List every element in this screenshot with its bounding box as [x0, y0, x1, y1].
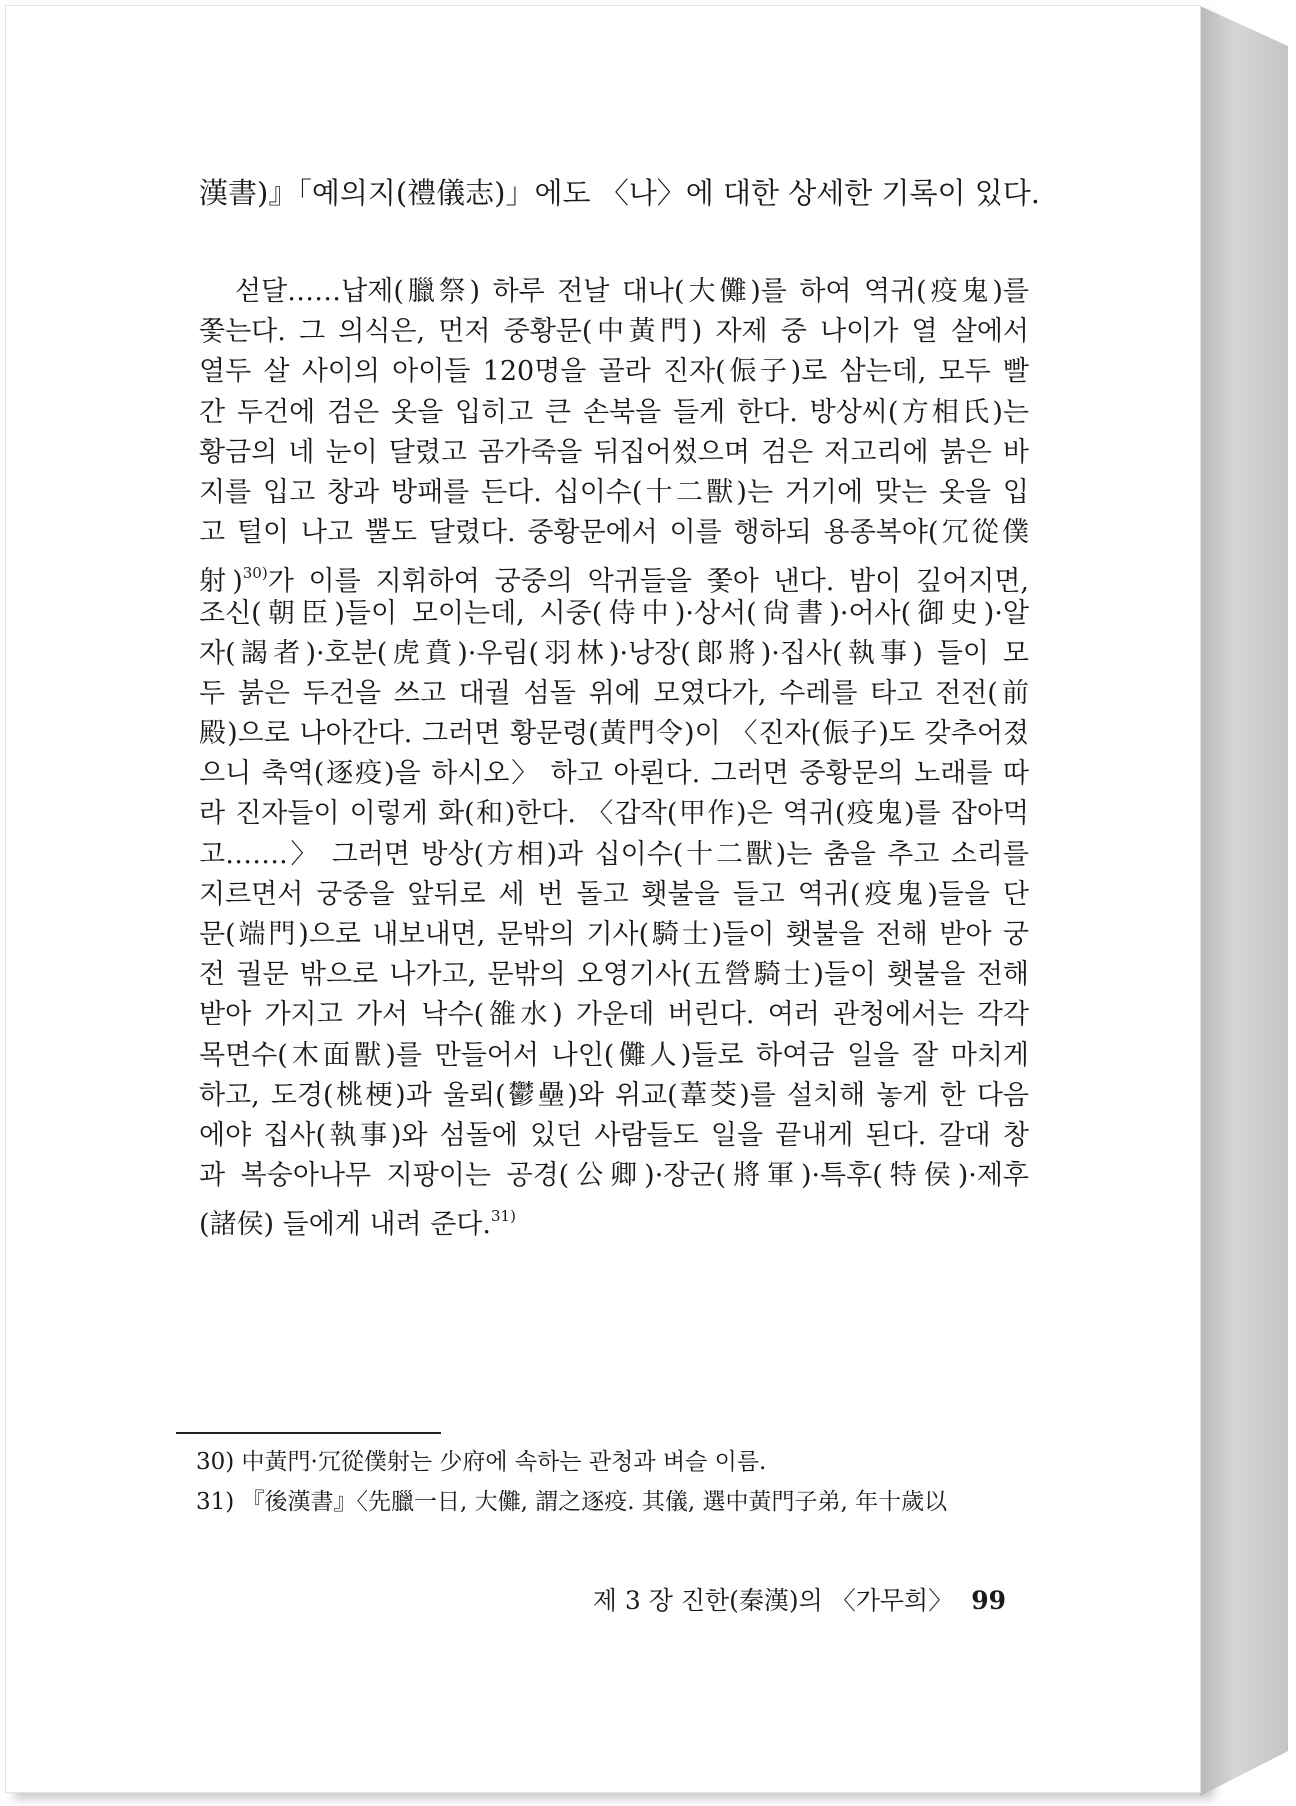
footnote-30: 30) 中黃門·冗從僕射는 少府에 속하는 관청과 벼슬 이름.	[196, 1449, 767, 1475]
footnote-ref-30[interactable]: 30)	[242, 564, 268, 583]
footnote-ref-31[interactable]: 31)	[490, 1207, 516, 1226]
passage-line: 殿)으로 나아간다. 그러면 황문령(黃門令)이 〈진자(侲子)도 갖추어졌	[199, 718, 1029, 750]
footnotes	[196, 1442, 1016, 1522]
passage-line: 고…….〉 그러면 방상(方相)과 십이수(十二獸)는 춤을 추고 소리를	[199, 838, 1029, 870]
passage-line: 조신(朝臣)들이 모이는데, 시중(侍中)·상서(尙書)·어사(御史)·알	[199, 597, 1029, 629]
passage-line: 황금의 네 눈이 달렸고 곰가죽을 뒤집어썼으며 검은 저고리에 붉은 바	[199, 436, 1029, 468]
passage-line	[199, 1196, 1029, 1241]
passage-line: 라 진자들이 이렇게 화(和)한다. 〈갑작(甲作)은 역귀(疫鬼)를 잡아먹	[199, 798, 1029, 830]
passage-line: 간 두건에 검은 옷을 입히고 큰 손북을 들게 한다. 방상씨(方相氏)는	[199, 396, 1029, 428]
passage-line: 고 털이 나고 뿔도 달렸다. 중황문에서 이를 행하되 용종복야(冗從僕	[199, 517, 1029, 549]
passage-line: 받아 가지고 가서 낙수(雒水) 가운데 버린다. 여러 관청에서는 각각	[199, 999, 1029, 1031]
passage-line-part: (諸侯) 들에게 내려 준다.	[199, 1209, 491, 1241]
passage-line	[199, 553, 1029, 598]
passage-line: 자(謁者)·호분(虎賁)·우림(羽林)·낭장(郞將)·집사(執事) 들이 모	[199, 637, 1029, 669]
passage-line: 에야 집사(執事)와 섬돌에 있던 사람들도 일을 끝내게 된다. 갈대 창	[199, 1119, 1029, 1151]
passage-line: 섣달……납제(臘祭) 하루 전날 대나(大儺)를 하여 역귀(疫鬼)를	[235, 276, 1029, 307]
passage-line: 목면수(木面獸)를 만들어서 나인(儺人)들로 하여금 일을 잘 마치게	[199, 1039, 1029, 1071]
passage-line: 지를 입고 창과 방패를 든다. 십이수(十二獸)는 거기에 맞는 옷을 입	[199, 476, 1029, 508]
passage-line: 으니 축역(逐疫)을 하시오〉 하고 아뢴다. 그러면 중황문의 노래를 따	[199, 758, 1029, 790]
continued-paragraph: 漢書)』「예의지(禮儀志)」에도 〈나〉에 대한 상세한 기록이 있다.	[199, 176, 1040, 210]
page-number: 99	[971, 1586, 1006, 1615]
passage-line-part: 가 이를 지휘하여 궁중의 악귀들을 쫓아 낸다. 밤이 깊어지면,	[267, 566, 1029, 598]
passage-line: 지르면서 궁중을 앞뒤로 세 번 돌고 횃불을 들고 역귀(疫鬼)들을 단	[199, 878, 1029, 910]
book-page-edge	[1200, 6, 1288, 1796]
passage-line: 문(端門)으로 내보내면, 문밖의 기사(騎士)들이 횃불을 전해 받아 궁	[199, 919, 1029, 950]
passage-line: 열두 살 사이의 아이들 120명을 골라 진자(侲子)로 삼는데, 모두 빨	[199, 356, 1029, 388]
passage-line-part: 射)	[199, 566, 243, 598]
passage-line: 전 궐문 밖으로 나가고, 문밖의 오영기사(五營騎士)들이 횃불을 전해	[199, 959, 1029, 991]
footnote-31: 31) 『後漢書』〈先臘一日, 大儺, 謂之逐疫. 其儀, 選中黃門子弟, 年十歲以	[196, 1489, 948, 1515]
footnote-divider	[176, 1432, 441, 1434]
running-footer	[593, 1584, 1006, 1618]
passage-line: 과 복숭아나무 지팡이는 공경(公卿)·장군(將軍)·특후(特侯)·제후	[199, 1160, 1029, 1192]
quoted-passage	[199, 272, 1029, 1241]
book-page	[6, 6, 1200, 1792]
passage-line: 쫓는다. 그 의식은, 먼저 중황문(中黃門) 자제 중 나이가 열 살에서	[199, 316, 1029, 348]
chapter-title: 제 3 장 진한(秦漢)의 〈가무희〉	[592, 1586, 954, 1615]
passage-line: 두 붉은 두건을 쓰고 대궐 섬돌 위에 모였다가, 수레를 타고 전전(前	[199, 677, 1029, 709]
passage-line: 하고, 도경(桃梗)과 울뢰(鬱壘)와 위교(葦茭)를 설치해 놓게 한 다음	[199, 1079, 1029, 1111]
